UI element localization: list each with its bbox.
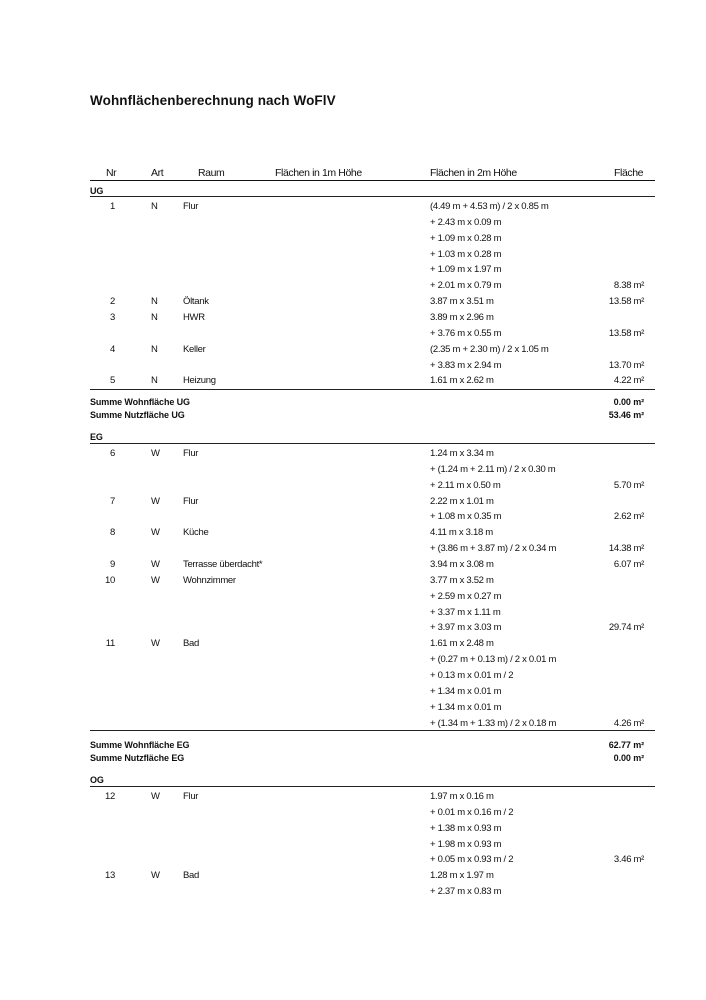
row-formula: 1.61 m x 2.62 m (430, 375, 494, 387)
section-rule (90, 443, 655, 444)
row-art: W (151, 527, 160, 539)
row-formula: 3.87 m x 3.51 m (430, 296, 494, 308)
row-art: W (151, 574, 160, 586)
row-area: 14.38 m² (608, 543, 644, 555)
row-formula: + 3.76 m x 0.55 m (430, 327, 502, 339)
row-formula: 4.11 m x 3.18 m (430, 527, 493, 539)
row-formula: + (1.34 m + 1.33 m) / 2 x 0.18 m (430, 717, 557, 729)
row-formula: + 1.34 m x 0.01 m (430, 701, 502, 713)
row-art: N (151, 311, 158, 323)
page-title: Wohnflächenberechnung nach WoFlV (90, 93, 336, 108)
section-label: EG (90, 432, 103, 442)
row-formula: 3.94 m x 3.08 m (430, 559, 494, 570)
header-flaeche-1m: Flächen in 1m Höhe (275, 167, 362, 179)
row-area: 29.74 m² (608, 622, 644, 634)
row-formula: + 3.83 m x 2.94 m (430, 359, 502, 371)
row-formula: 1.28 m x 1.97 m (430, 870, 494, 882)
sum-wohnflaeche-value: 62.77 m² (608, 740, 644, 750)
row-formula: 3.89 m x 2.96 m (430, 311, 494, 323)
row-raum: Bad (183, 870, 200, 882)
row-formula: + (1.24 m + 2.11 m) / 2 x 0.30 m (430, 463, 556, 475)
row-formula: 3.77 m x 3.52 m (430, 574, 494, 586)
row-nr: 4 (110, 343, 115, 355)
row-nr: 2 (110, 296, 115, 308)
section-label: UG (90, 186, 104, 196)
row-art: N (151, 201, 158, 212)
row-art: N (151, 296, 158, 308)
row-formula: + 1.98 m x 0.93 m (430, 838, 502, 850)
row-art: W (151, 559, 160, 570)
row-formula: + 2.59 m x 0.27 m (430, 590, 502, 602)
row-art: W (151, 870, 160, 882)
row-formula: + 1.09 m x 1.97 m (430, 264, 502, 276)
section-rule (90, 196, 655, 197)
row-raum: Flur (183, 791, 199, 802)
row-formula: 2.22 m x 1.01 m (430, 495, 494, 507)
row-art: W (151, 448, 160, 459)
row-area: 13.58 m² (608, 327, 644, 339)
row-area: 8.38 m² (613, 280, 644, 292)
header-flaeche: Fläche (614, 167, 644, 179)
header-flaeche-2m: Flächen in 2m Höhe (430, 167, 517, 179)
row-formula: 1.97 m x 0.16 m (430, 791, 494, 802)
section-rule (90, 786, 655, 787)
header-rule (90, 180, 655, 181)
row-area: 5.70 m² (613, 479, 644, 491)
row-art: W (151, 791, 160, 802)
row-formula: + 2.11 m x 0.50 m (430, 479, 501, 491)
row-art: W (151, 638, 160, 650)
row-raum: Bad (183, 638, 200, 650)
header-nr: Nr (106, 167, 117, 179)
row-formula: 1.61 m x 2.48 m (430, 638, 494, 650)
row-formula: + 1.38 m x 0.93 m (430, 822, 502, 834)
row-nr: 10 (105, 574, 115, 586)
row-area: 4.22 m² (613, 375, 644, 387)
row-formula: + 0.05 m x 0.93 m / 2 (430, 854, 514, 866)
row-raum: HWR (183, 311, 205, 323)
row-raum: Terrasse überdacht* (183, 559, 263, 570)
row-raum: Öltank (183, 296, 209, 308)
sum-nutzflaeche-value: 53.46 m² (608, 410, 644, 420)
sum-wohnflaeche-value: 0.00 m² (613, 397, 644, 407)
row-raum: Küche (183, 527, 209, 539)
row-nr: 11 (105, 638, 115, 650)
row-formula: + 3.37 m x 1.11 m (430, 606, 501, 618)
section-bottom-rule (90, 389, 655, 390)
sum-wohnflaeche-label: Summe Wohnfläche UG (90, 397, 190, 407)
sum-nutzflaeche-label: Summe Nutzfläche UG (90, 410, 185, 420)
row-formula: 1.24 m x 3.34 m (430, 448, 494, 459)
row-nr: 12 (105, 791, 115, 802)
sum-nutzflaeche-value: 0.00 m² (613, 753, 644, 763)
row-area: 3.46 m² (613, 854, 644, 866)
row-formula: + (0.27 m + 0.13 m) / 2 x 0.01 m (430, 654, 557, 665)
row-area: 4.26 m² (613, 717, 644, 729)
row-formula: + 1.34 m x 0.01 m (430, 685, 502, 697)
header-art: Art (151, 167, 164, 179)
row-raum: Flur (183, 495, 199, 507)
row-raum: Keller (183, 343, 206, 355)
row-raum: Flur (183, 201, 199, 212)
sum-wohnflaeche-label: Summe Wohnfläche EG (90, 740, 190, 750)
row-nr: 13 (105, 870, 115, 882)
row-formula: + 3.97 m x 3.03 m (430, 622, 502, 634)
row-formula: + 1.03 m x 0.28 m (430, 248, 502, 260)
row-nr: 8 (110, 527, 115, 539)
row-raum: Wohnzimmer (183, 574, 236, 586)
row-formula: + 2.01 m x 0.79 m (430, 280, 502, 292)
row-formula: + (3.86 m + 3.87 m) / 2 x 0.34 m (430, 543, 557, 555)
row-nr: 5 (110, 375, 115, 387)
row-area: 13.58 m² (608, 296, 644, 308)
row-formula: + 0.01 m x 0.16 m / 2 (430, 806, 514, 818)
section-label: OG (90, 775, 104, 785)
row-formula: + 2.37 m x 0.83 m (430, 886, 502, 898)
row-area: 6.07 m² (613, 559, 644, 570)
row-area: 2.62 m² (613, 511, 644, 523)
row-formula: + 2.43 m x 0.09 m (430, 216, 502, 228)
row-nr: 3 (110, 311, 115, 323)
row-area: 13.70 m² (608, 359, 644, 371)
header-raum: Raum (198, 167, 225, 179)
row-formula: + 0.13 m x 0.01 m / 2 (430, 669, 514, 681)
sum-nutzflaeche-label: Summe Nutzfläche EG (90, 753, 185, 763)
row-raum: Heizung (183, 375, 216, 387)
row-nr: 9 (110, 559, 115, 570)
row-art: N (151, 375, 158, 387)
row-art: N (151, 343, 158, 355)
row-nr: 7 (110, 495, 115, 507)
row-formula: (4.49 m + 4.53 m) / 2 x 0.85 m (430, 201, 549, 212)
section-bottom-rule (90, 730, 655, 731)
row-formula: + 1.08 m x 0.35 m (430, 511, 502, 523)
row-formula: (2.35 m + 2.30 m) / 2 x 1.05 m (430, 343, 549, 355)
row-raum: Flur (183, 448, 199, 459)
row-formula: + 1.09 m x 0.28 m (430, 232, 502, 244)
row-nr: 1 (110, 201, 115, 212)
row-nr: 6 (110, 448, 115, 459)
row-art: W (151, 495, 160, 507)
